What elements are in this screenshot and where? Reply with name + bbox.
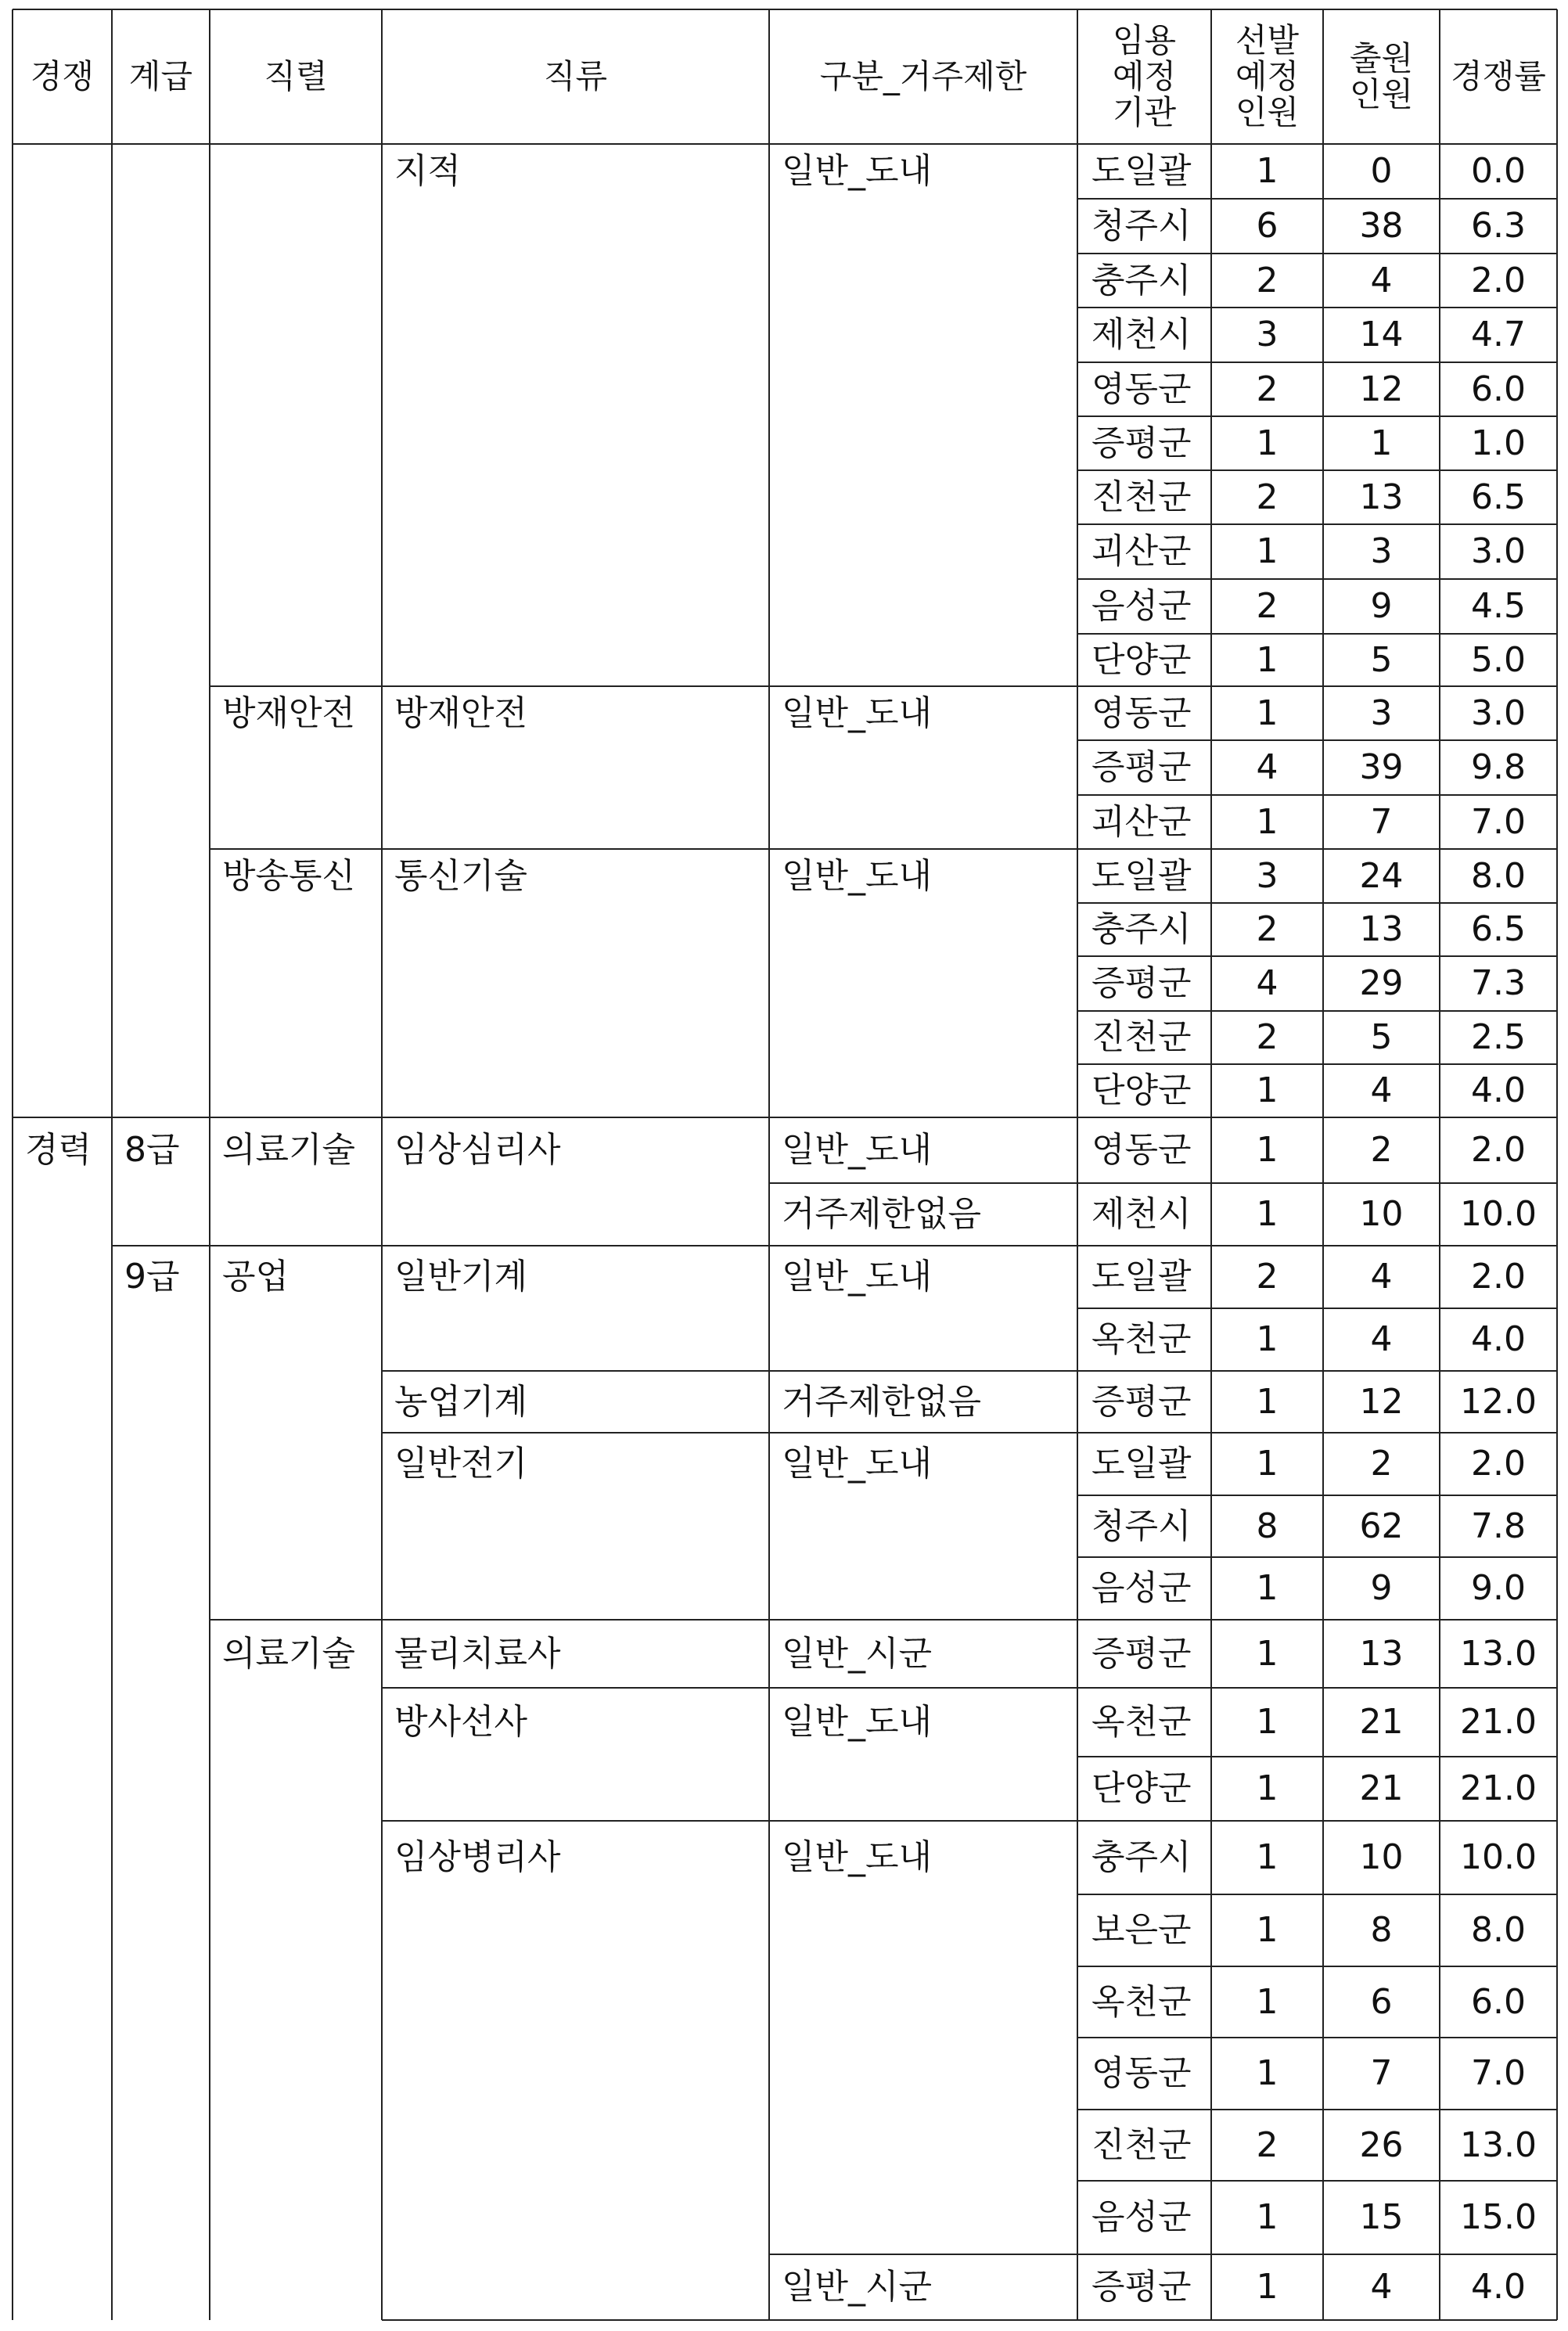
cell-quota: 2 <box>1256 909 1278 949</box>
cell-quota: 2 <box>1256 477 1278 517</box>
cell-job-class: 통신기술 <box>394 855 528 896</box>
cell-job-class: 일반기계 <box>394 1257 528 1297</box>
cell-ratio: 21.0 <box>1460 1768 1537 1808</box>
cell-category: 일반_도내 <box>782 1444 933 1484</box>
cell-ratio: 4.0 <box>1471 2267 1526 2307</box>
cell-job-class: 임상병리사 <box>394 1837 561 1877</box>
cell-applicants: 4 <box>1370 1257 1393 1297</box>
cell-ratio: 9.8 <box>1471 747 1526 787</box>
cell-quota: 1 <box>1256 801 1278 842</box>
header-agency: 임용 예정 기관 <box>1112 21 1177 131</box>
cell-agency: 음성군 <box>1091 586 1192 626</box>
cell-applicants: 7 <box>1370 801 1393 842</box>
cell-agency: 도일괄 <box>1091 855 1192 896</box>
cell-ratio: 7.0 <box>1471 2053 1526 2093</box>
grid-line <box>210 1619 1557 1621</box>
cell-applicants: 13 <box>1359 909 1404 949</box>
cell-ratio: 10.0 <box>1460 1194 1537 1234</box>
cell-applicants: 7 <box>1370 2053 1393 2093</box>
cell-applicants: 13 <box>1359 477 1404 517</box>
cell-applicants: 62 <box>1359 1505 1404 1546</box>
grid-line <box>1077 2180 1557 2182</box>
cell-quota: 8 <box>1256 1505 1278 1546</box>
cell-agency: 증평군 <box>1091 747 1192 787</box>
cell-applicants: 10 <box>1359 1194 1404 1234</box>
cell-agency: 충주시 <box>1091 1837 1192 1877</box>
cell-agency: 진천군 <box>1091 477 1192 517</box>
grid-line <box>12 9 13 2320</box>
grid-line <box>13 1117 1557 1118</box>
cell-ratio: 2.0 <box>1471 1444 1526 1484</box>
header-quota: 선발 예정 인원 <box>1235 21 1300 131</box>
grid-line <box>1077 2109 1557 2110</box>
cell-agency: 괴산군 <box>1091 531 1192 571</box>
grid-line <box>1077 2037 1557 2038</box>
grid-line <box>1077 794 1557 796</box>
cell-agency: 청주시 <box>1091 206 1192 246</box>
cell-agency: 제천시 <box>1091 1194 1192 1234</box>
cell-agency: 보은군 <box>1091 1910 1192 1950</box>
grid-line <box>210 685 1557 687</box>
cell-category: 일반_도내 <box>782 151 933 191</box>
cell-ratio: 10.0 <box>1460 1837 1537 1877</box>
cell-category: 일반_도내 <box>782 1257 933 1297</box>
cell-ratio: 1.0 <box>1471 423 1526 463</box>
cell-agency: 진천군 <box>1091 2124 1192 2165</box>
cell-quota: 3 <box>1256 855 1278 896</box>
cell-applicants: 13 <box>1359 1633 1404 1674</box>
cell-job-series: 방송통신 <box>222 855 356 896</box>
cell-agency: 단양군 <box>1091 1768 1192 1808</box>
cell-quota: 1 <box>1256 639 1278 680</box>
cell-agency: 옥천군 <box>1091 1319 1192 1359</box>
cell-grade: 8급 <box>124 1130 180 1170</box>
cell-job-class: 방재안전 <box>394 692 528 733</box>
cell-job-series: 방재안전 <box>222 692 356 733</box>
grid-line <box>1077 362 1557 363</box>
header-job-series: 직렬 <box>264 57 328 95</box>
cell-applicants: 9 <box>1370 586 1393 626</box>
cell-applicants: 4 <box>1370 2267 1393 2307</box>
cell-agency: 영동군 <box>1091 1130 1192 1170</box>
cell-category: 거주제한없음 <box>782 1194 982 1234</box>
cell-agency: 영동군 <box>1091 692 1192 733</box>
grid-line <box>1077 1966 1557 1967</box>
cell-quota: 2 <box>1256 2124 1278 2165</box>
grid-line <box>1077 955 1557 957</box>
grid-line <box>13 9 1557 10</box>
cell-applicants: 2 <box>1370 1444 1393 1484</box>
cell-ratio: 6.3 <box>1471 206 1526 246</box>
cell-quota: 1 <box>1256 151 1278 191</box>
cell-quota: 1 <box>1256 1633 1278 1674</box>
cell-applicants: 5 <box>1370 639 1393 680</box>
cell-quota: 1 <box>1256 2267 1278 2307</box>
grid-line <box>1077 578 1557 580</box>
cell-agency: 도일괄 <box>1091 151 1192 191</box>
cell-ratio: 2.0 <box>1471 1130 1526 1170</box>
cell-category: 일반_시군 <box>782 2267 933 2307</box>
cell-category: 일반_시군 <box>782 1633 933 1674</box>
cell-applicants: 29 <box>1359 963 1404 1003</box>
cell-quota: 6 <box>1256 206 1278 246</box>
cell-applicants: 26 <box>1359 2124 1404 2165</box>
cell-agency: 영동군 <box>1091 369 1192 409</box>
cell-agency: 음성군 <box>1091 2197 1192 2237</box>
header-applicants: 출원 인원 <box>1349 39 1414 113</box>
cell-applicants: 15 <box>1359 2197 1404 2237</box>
cell-ratio: 7.8 <box>1471 1505 1526 1546</box>
grid-line <box>1077 523 1557 525</box>
cell-agency: 영동군 <box>1091 2053 1192 2093</box>
cell-quota: 1 <box>1256 692 1278 733</box>
cell-agency: 옥천군 <box>1091 1702 1192 1742</box>
cell-agency: 제천시 <box>1091 315 1192 354</box>
cell-quota: 1 <box>1256 1070 1278 1110</box>
cell-applicants: 3 <box>1370 692 1393 733</box>
grid-line <box>1077 902 1557 904</box>
cell-ratio: 6.0 <box>1471 1981 1526 2022</box>
grid-line <box>1077 1495 1557 1496</box>
cell-applicants: 9 <box>1370 1568 1393 1608</box>
cell-quota: 1 <box>1256 1702 1278 1742</box>
grid-line <box>112 1245 1557 1246</box>
cell-quota: 1 <box>1256 2197 1278 2237</box>
cell-job-class: 농업기계 <box>394 1381 528 1422</box>
header-category: 구분_거주제한 <box>819 57 1027 95</box>
cell-applicants: 14 <box>1359 315 1404 354</box>
cell-quota: 1 <box>1256 1768 1278 1808</box>
cell-agency: 음성군 <box>1091 1568 1192 1608</box>
cell-ratio: 9.0 <box>1471 1568 1526 1608</box>
grid-line <box>382 1687 1557 1689</box>
cell-ratio: 12.0 <box>1460 1381 1537 1422</box>
grid-line <box>1077 1756 1557 1757</box>
cell-applicants: 3 <box>1370 531 1393 571</box>
cell-job-series: 의료기술 <box>222 1633 356 1674</box>
grid-line <box>1077 1010 1557 1012</box>
cell-agency: 단양군 <box>1091 639 1192 680</box>
cell-quota: 4 <box>1256 963 1278 1003</box>
cell-ratio: 6.5 <box>1471 909 1526 949</box>
cell-agency: 증평군 <box>1091 1633 1192 1674</box>
cell-applicants: 12 <box>1359 369 1404 409</box>
cell-applicants: 1 <box>1370 423 1393 463</box>
cell-job-class: 일반전기 <box>394 1444 528 1484</box>
cell-quota: 4 <box>1256 747 1278 787</box>
grid-line <box>1077 1556 1557 1558</box>
cell-agency: 충주시 <box>1091 909 1192 949</box>
cell-applicants: 21 <box>1359 1702 1404 1742</box>
cell-ratio: 2.0 <box>1471 1257 1526 1297</box>
grid-line <box>382 2319 1557 2321</box>
cell-quota: 1 <box>1256 1568 1278 1608</box>
cell-ratio: 8.0 <box>1471 1910 1526 1950</box>
cell-applicants: 4 <box>1370 260 1393 300</box>
cell-job-class: 물리치료사 <box>394 1633 561 1674</box>
cell-ratio: 4.7 <box>1471 315 1526 354</box>
cell-quota: 1 <box>1256 1381 1278 1422</box>
cell-category: 일반_도내 <box>782 692 933 733</box>
cell-quota: 2 <box>1256 586 1278 626</box>
grid-line <box>769 2254 1557 2255</box>
cell-ratio: 13.0 <box>1460 1633 1537 1674</box>
cell-agency: 청주시 <box>1091 1505 1192 1546</box>
grid-line <box>769 1182 1557 1184</box>
grid-line <box>1077 739 1557 741</box>
header-competition: 경쟁 <box>30 57 95 95</box>
cell-job-series: 의료기술 <box>222 1130 356 1170</box>
cell-applicants: 5 <box>1370 1017 1393 1057</box>
cell-quota: 1 <box>1256 1194 1278 1234</box>
cell-agency: 충주시 <box>1091 260 1192 300</box>
grid-line <box>210 848 1557 850</box>
cell-agency: 진천군 <box>1091 1017 1192 1057</box>
cell-quota: 2 <box>1256 260 1278 300</box>
cell-quota: 2 <box>1256 1257 1278 1297</box>
cell-job-series: 공업 <box>222 1257 290 1297</box>
cell-job-class: 임상심리사 <box>394 1130 561 1170</box>
cell-applicants: 12 <box>1359 1381 1404 1422</box>
grid-line <box>382 1370 1557 1372</box>
cell-applicants: 8 <box>1370 1910 1393 1950</box>
grid-line <box>382 1820 1557 1822</box>
cell-agency: 증평군 <box>1091 2267 1192 2307</box>
cell-ratio: 2.0 <box>1471 260 1526 300</box>
cell-category: 일반_도내 <box>782 1130 933 1170</box>
cell-agency: 도일괄 <box>1091 1257 1192 1297</box>
cell-ratio: 7.3 <box>1471 963 1526 1003</box>
grid-line <box>1077 253 1557 254</box>
cell-job-class: 지적 <box>394 151 462 191</box>
cell-ratio: 4.0 <box>1471 1319 1526 1359</box>
cell-grade: 9급 <box>124 1257 180 1297</box>
cell-agency: 단양군 <box>1091 1070 1192 1110</box>
grid-line <box>1077 415 1557 417</box>
cell-agency: 괴산군 <box>1091 801 1192 842</box>
cell-ratio: 0.0 <box>1471 151 1526 191</box>
cell-category: 일반_도내 <box>782 855 933 896</box>
cell-quota: 1 <box>1256 1130 1278 1170</box>
cell-quota: 1 <box>1256 1910 1278 1950</box>
cell-applicants: 21 <box>1359 1768 1404 1808</box>
cell-applicants: 4 <box>1370 1319 1393 1359</box>
cell-agency: 증평군 <box>1091 1381 1192 1422</box>
cell-quota: 2 <box>1256 369 1278 409</box>
cell-category: 거주제한없음 <box>782 1381 982 1422</box>
cell-ratio: 6.0 <box>1471 369 1526 409</box>
header-grade: 계급 <box>128 57 193 95</box>
cell-quota: 2 <box>1256 1017 1278 1057</box>
cell-ratio: 4.5 <box>1471 586 1526 626</box>
cell-applicants: 24 <box>1359 855 1404 896</box>
cell-ratio: 15.0 <box>1460 2197 1537 2237</box>
grid-line <box>382 1432 1557 1433</box>
grid-line <box>1077 307 1557 308</box>
cell-quota: 1 <box>1256 1837 1278 1877</box>
cell-ratio: 6.5 <box>1471 477 1526 517</box>
cell-ratio: 3.0 <box>1471 692 1526 733</box>
cell-agency: 옥천군 <box>1091 1981 1192 2022</box>
header-job-class: 직류 <box>543 57 608 95</box>
cell-quota: 1 <box>1256 1444 1278 1484</box>
cell-ratio: 13.0 <box>1460 2124 1537 2165</box>
cell-applicants: 6 <box>1370 1981 1393 2022</box>
cell-competition: 경력 <box>25 1130 92 1170</box>
grid-line <box>1077 1894 1557 1895</box>
cell-quota: 1 <box>1256 1319 1278 1359</box>
grid-line <box>1077 1063 1557 1065</box>
cell-quota: 1 <box>1256 2053 1278 2093</box>
grid-line <box>13 143 1557 145</box>
cell-agency: 도일괄 <box>1091 1444 1192 1484</box>
grid-line <box>1077 198 1557 200</box>
grid-line <box>1077 1308 1557 1309</box>
cell-ratio: 3.0 <box>1471 531 1526 571</box>
grid-line <box>1077 469 1557 471</box>
cell-job-class: 방사선사 <box>394 1702 528 1742</box>
cell-quota: 1 <box>1256 1981 1278 2022</box>
cell-quota: 1 <box>1256 531 1278 571</box>
cell-ratio: 21.0 <box>1460 1702 1537 1742</box>
cell-applicants: 38 <box>1359 206 1404 246</box>
grid-line <box>1077 633 1557 635</box>
cell-ratio: 7.0 <box>1471 801 1526 842</box>
cell-applicants: 39 <box>1359 747 1404 787</box>
cell-applicants: 2 <box>1370 1130 1393 1170</box>
cell-applicants: 0 <box>1370 151 1393 191</box>
cell-applicants: 10 <box>1359 1837 1404 1877</box>
header-ratio: 경쟁률 <box>1451 57 1546 95</box>
cell-applicants: 4 <box>1370 1070 1393 1110</box>
cell-agency: 증평군 <box>1091 963 1192 1003</box>
cell-ratio: 4.0 <box>1471 1070 1526 1110</box>
cell-quota: 3 <box>1256 315 1278 354</box>
cell-ratio: 8.0 <box>1471 855 1526 896</box>
cell-category: 일반_도내 <box>782 1702 933 1742</box>
cell-quota: 1 <box>1256 423 1278 463</box>
cell-category: 일반_도내 <box>782 1837 933 1877</box>
cell-ratio: 5.0 <box>1471 639 1526 680</box>
cell-agency: 증평군 <box>1091 423 1192 463</box>
cell-ratio: 2.5 <box>1471 1017 1526 1057</box>
